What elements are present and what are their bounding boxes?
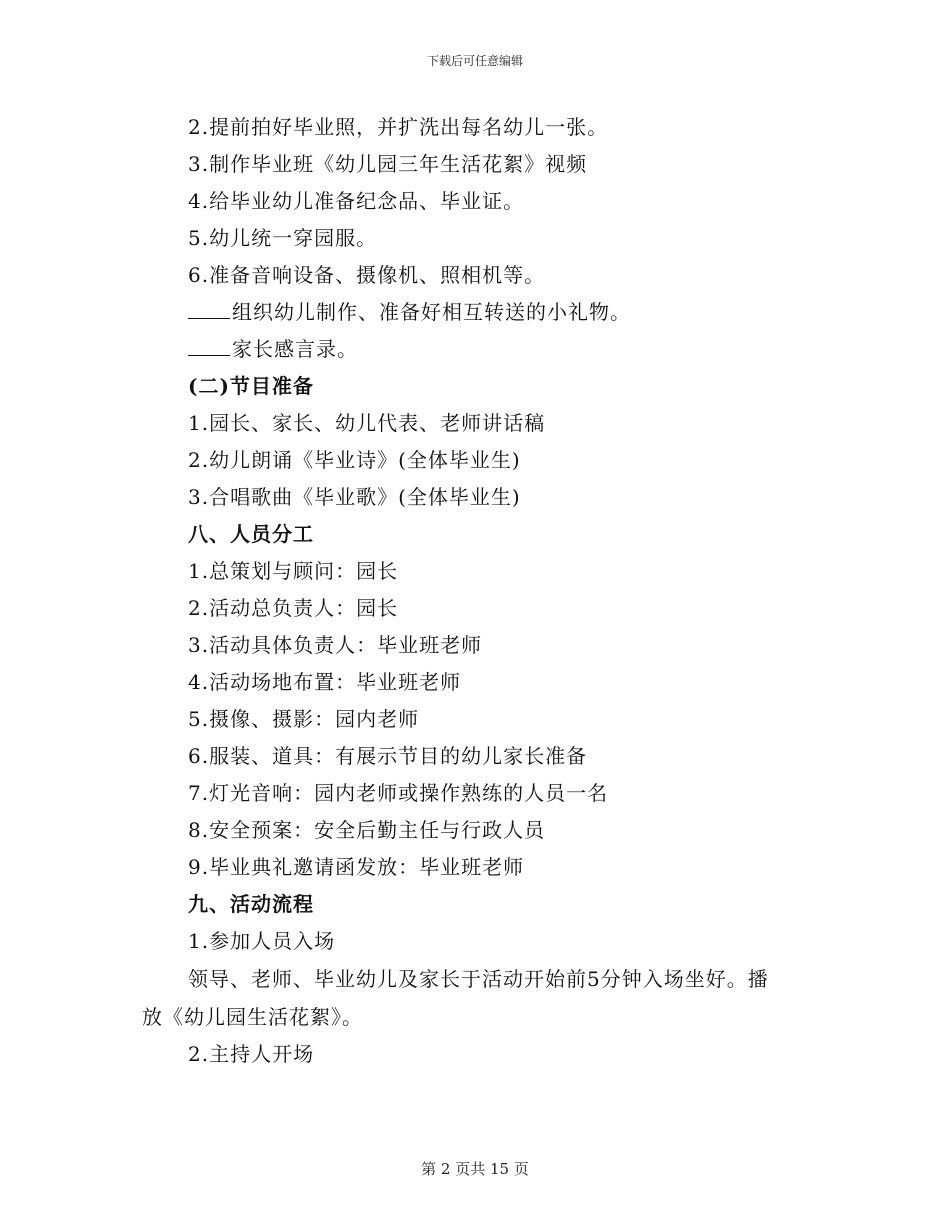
section-heading-activity-flow: 九、活动流程 bbox=[188, 892, 314, 916]
prep-item-4: 4.给毕业幼儿准备纪念品、毕业证。 bbox=[188, 189, 525, 213]
prep-item-blank-2-text: 家长感言录。 bbox=[232, 337, 358, 361]
program-item-3: 3.合唱歌曲《毕业歌》(全体毕业生) bbox=[188, 485, 521, 509]
prep-item-blank-1-text: 组织幼儿制作、准备好相互转送的小礼物。 bbox=[232, 300, 631, 324]
prep-item-5: 5.幼儿统一穿园服。 bbox=[188, 226, 378, 250]
flow-paragraph-line-1: 领导、老师、毕业幼儿及家长于活动开始前5分钟入场坐好。播 bbox=[188, 967, 769, 991]
section-heading-staffing: 八、人员分工 bbox=[188, 522, 314, 546]
prep-item-3: 3.制作毕业班《幼儿园三年生活花絮》视频 bbox=[188, 152, 588, 176]
staff-item-6: 6.服装、道具：有展示节目的幼儿家长准备 bbox=[188, 744, 588, 768]
staff-item-8: 8.安全预案：安全后勤主任与行政人员 bbox=[188, 818, 546, 842]
staff-item-3: 3.活动具体负责人：毕业班老师 bbox=[188, 633, 483, 657]
staff-item-5: 5.摄像、摄影：园内老师 bbox=[188, 707, 420, 731]
staff-item-2: 2.活动总负责人：园长 bbox=[188, 596, 399, 620]
fill-blank bbox=[188, 337, 230, 356]
fill-blank bbox=[188, 300, 230, 319]
program-item-1: 1.园长、家长、幼儿代表、老师讲话稿 bbox=[188, 411, 546, 435]
page-footer: 第 2 页共 15 页 bbox=[421, 1160, 529, 1178]
flow-item-1: 1.参加人员入场 bbox=[188, 929, 336, 953]
staff-item-1: 1.总策划与顾问：园长 bbox=[188, 559, 399, 583]
staff-item-9: 9.毕业典礼邀请函发放：毕业班老师 bbox=[188, 855, 525, 879]
prep-item-6: 6.准备音响设备、摄像机、照相机等。 bbox=[188, 263, 546, 287]
flow-item-2: 2.主持人开场 bbox=[188, 1042, 315, 1066]
staff-item-7: 7.灯光音响：园内老师或操作熟练的人员一名 bbox=[188, 781, 609, 805]
staff-item-4: 4.活动场地布置：毕业班老师 bbox=[188, 670, 462, 694]
prep-item-blank-1 bbox=[188, 299, 631, 325]
prep-item-2: 2.提前拍好毕业照，并扩洗出每名幼儿一张。 bbox=[188, 115, 609, 139]
page-header: 下载后可任意编辑 bbox=[426, 54, 523, 68]
prep-item-blank-2 bbox=[188, 336, 358, 362]
section-heading-program-prep: (二)节目准备 bbox=[188, 374, 314, 398]
program-item-2: 2.幼儿朗诵《毕业诗》(全体毕业生) bbox=[188, 448, 521, 472]
flow-paragraph-line-2: 放《幼儿园生活花絮》。 bbox=[142, 1005, 363, 1029]
